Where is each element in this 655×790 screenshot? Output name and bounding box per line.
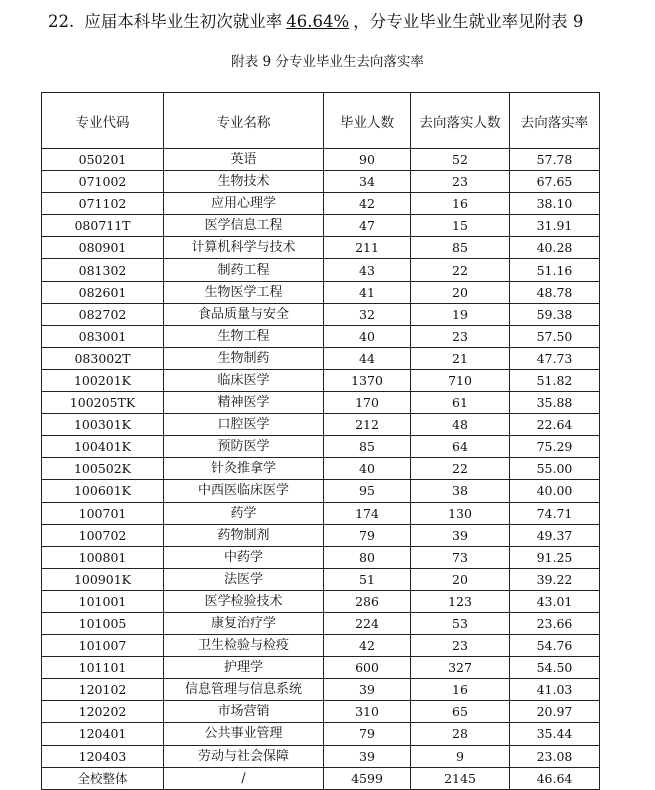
cell-placement-rate: 51.16 xyxy=(510,259,600,281)
cell-major-code: 100701 xyxy=(42,502,164,524)
cell-placement-rate: 75.29 xyxy=(510,436,600,458)
cell-graduates: 40 xyxy=(324,458,411,480)
cell-major-code: 082601 xyxy=(42,281,164,303)
cell-graduates: 600 xyxy=(324,657,411,679)
cell-placed: 22 xyxy=(411,259,510,281)
cell-placement-rate: 55.00 xyxy=(510,458,600,480)
cell-graduates: 43 xyxy=(324,259,411,281)
table-row xyxy=(42,612,600,634)
cell-placed: 20 xyxy=(411,281,510,303)
header-placed: 去向落实人数 xyxy=(411,93,510,149)
cell-major-name: 康复治疗学 xyxy=(164,612,324,634)
cell-major-name: 精神医学 xyxy=(164,392,324,414)
table-row xyxy=(42,458,600,480)
table-row xyxy=(42,546,600,568)
cell-placement-rate: 40.00 xyxy=(510,480,600,502)
cell-major-name: 生物医学工程 xyxy=(164,281,324,303)
cell-placement-rate: 54.76 xyxy=(510,635,600,657)
table-header-row xyxy=(42,93,600,149)
cell-major-name: 预防医学 xyxy=(164,436,324,458)
cell-placed: 15 xyxy=(411,215,510,237)
cell-major-code: 101001 xyxy=(42,590,164,612)
cell-major-code: 083002T xyxy=(42,347,164,369)
cell-major-name: 生物工程 xyxy=(164,325,324,347)
cell-placement-rate: 47.73 xyxy=(510,347,600,369)
cell-major-name: 计算机科学与技术 xyxy=(164,237,324,259)
table-total-row xyxy=(42,767,600,789)
cell-placement-rate: 31.91 xyxy=(510,215,600,237)
cell-graduates: 4599 xyxy=(324,767,411,789)
cell-major-name: 针灸推拿学 xyxy=(164,458,324,480)
cell-graduates: 211 xyxy=(324,237,411,259)
cell-major-name: 医学信息工程 xyxy=(164,215,324,237)
cell-placed: 53 xyxy=(411,612,510,634)
cell-major-code: 050201 xyxy=(42,149,164,171)
cell-graduates: 80 xyxy=(324,546,411,568)
cell-placed: 21 xyxy=(411,347,510,369)
header-major-name: 专业名称 xyxy=(164,93,324,149)
cell-major-code: 120401 xyxy=(42,723,164,745)
cell-major-name: 药物制剂 xyxy=(164,524,324,546)
cell-major-code: 120102 xyxy=(42,679,164,701)
cell-graduates: 39 xyxy=(324,745,411,767)
cell-graduates: 212 xyxy=(324,414,411,436)
cell-graduates: 85 xyxy=(324,436,411,458)
heading-text-after: ，分专业毕业生就业率见附表 9 xyxy=(353,12,584,31)
cell-placed: 16 xyxy=(411,679,510,701)
cell-major-name: 中西医临床医学 xyxy=(164,480,324,502)
cell-major-code: 080711T xyxy=(42,215,164,237)
cell-major-name: 英语 xyxy=(164,149,324,171)
cell-graduates: 79 xyxy=(324,723,411,745)
cell-major-code: 083001 xyxy=(42,325,164,347)
cell-placed: 130 xyxy=(411,502,510,524)
cell-major-name: 食品质量与安全 xyxy=(164,303,324,325)
cell-placement-rate: 51.82 xyxy=(510,369,600,391)
cell-major-name: 药学 xyxy=(164,502,324,524)
cell-placed: 710 xyxy=(411,369,510,391)
cell-graduates: 34 xyxy=(324,171,411,193)
cell-major-code: 082702 xyxy=(42,303,164,325)
table-row xyxy=(42,237,600,259)
cell-major-name: 临床医学 xyxy=(164,369,324,391)
cell-placement-rate: 48.78 xyxy=(510,281,600,303)
cell-graduates: 286 xyxy=(324,590,411,612)
header-graduates: 毕业人数 xyxy=(324,93,411,149)
cell-major-name: 护理学 xyxy=(164,657,324,679)
table-row xyxy=(42,723,600,745)
employment-rate-value: 46.64% xyxy=(286,12,350,31)
cell-placed: 61 xyxy=(411,392,510,414)
table-row xyxy=(42,635,600,657)
cell-major-code: 080901 xyxy=(42,237,164,259)
table-row xyxy=(42,347,600,369)
table-row xyxy=(42,502,600,524)
cell-major-code: 071102 xyxy=(42,193,164,215)
cell-placed: 22 xyxy=(411,458,510,480)
section-heading xyxy=(48,10,648,34)
cell-placement-rate: 23.08 xyxy=(510,745,600,767)
cell-graduates: 79 xyxy=(324,524,411,546)
cell-major-code: 100205TK xyxy=(42,392,164,414)
cell-placement-rate: 67.65 xyxy=(510,171,600,193)
cell-placed: 48 xyxy=(411,414,510,436)
cell-major-code: 120202 xyxy=(42,701,164,723)
table-row xyxy=(42,480,600,502)
cell-graduates: 47 xyxy=(324,215,411,237)
cell-placement-rate: 59.38 xyxy=(510,303,600,325)
cell-placed: 16 xyxy=(411,193,510,215)
cell-placed: 52 xyxy=(411,149,510,171)
cell-graduates: 40 xyxy=(324,325,411,347)
table-row xyxy=(42,149,600,171)
cell-major-name: 医学检验技术 xyxy=(164,590,324,612)
table-row xyxy=(42,392,600,414)
table-row xyxy=(42,414,600,436)
table-row xyxy=(42,259,600,281)
cell-placed: 38 xyxy=(411,480,510,502)
table-row xyxy=(42,215,600,237)
table-caption: 附表 9 分专业毕业生去向落实率 xyxy=(231,54,424,70)
cell-graduates: 170 xyxy=(324,392,411,414)
cell-placed: 65 xyxy=(411,701,510,723)
cell-placed: 2145 xyxy=(411,767,510,789)
cell-graduates: 32 xyxy=(324,303,411,325)
cell-placement-rate: 46.64 xyxy=(510,767,600,789)
cell-graduates: 51 xyxy=(324,568,411,590)
table-row xyxy=(42,193,600,215)
cell-major-name: 中药学 xyxy=(164,546,324,568)
cell-major-code: 100201K xyxy=(42,369,164,391)
header-major-code: 专业代码 xyxy=(42,93,164,149)
cell-major-name: / xyxy=(164,767,324,789)
cell-placed: 23 xyxy=(411,635,510,657)
cell-major-name: 信息管理与信息系统 xyxy=(164,679,324,701)
cell-placed: 64 xyxy=(411,436,510,458)
cell-graduates: 174 xyxy=(324,502,411,524)
cell-major-code: 101005 xyxy=(42,612,164,634)
cell-placed: 327 xyxy=(411,657,510,679)
cell-major-code: 100601K xyxy=(42,480,164,502)
cell-placement-rate: 41.03 xyxy=(510,679,600,701)
cell-placement-rate: 38.10 xyxy=(510,193,600,215)
cell-placed: 23 xyxy=(411,171,510,193)
table-row xyxy=(42,303,600,325)
cell-graduates: 1370 xyxy=(324,369,411,391)
cell-graduates: 95 xyxy=(324,480,411,502)
cell-major-code: 120403 xyxy=(42,745,164,767)
table-row xyxy=(42,325,600,347)
cell-placement-rate: 20.97 xyxy=(510,701,600,723)
cell-major-name: 市场营销 xyxy=(164,701,324,723)
table-body xyxy=(42,149,600,790)
table-row xyxy=(42,568,600,590)
cell-placed: 9 xyxy=(411,745,510,767)
section-number: 22. xyxy=(48,12,75,31)
cell-major-name: 制药工程 xyxy=(164,259,324,281)
cell-major-code: 100502K xyxy=(42,458,164,480)
table-row xyxy=(42,171,600,193)
header-placement-rate: 去向落实率 xyxy=(510,93,600,149)
cell-placement-rate: 40.28 xyxy=(510,237,600,259)
cell-graduates: 310 xyxy=(324,701,411,723)
table-row xyxy=(42,679,600,701)
cell-placed: 123 xyxy=(411,590,510,612)
cell-major-name: 生物技术 xyxy=(164,171,324,193)
cell-major-code: 全校整体 xyxy=(42,767,164,789)
cell-major-name: 公共事业管理 xyxy=(164,723,324,745)
cell-placed: 19 xyxy=(411,303,510,325)
cell-placed: 85 xyxy=(411,237,510,259)
cell-placed: 28 xyxy=(411,723,510,745)
cell-placement-rate: 39.22 xyxy=(510,568,600,590)
cell-major-name: 口腔医学 xyxy=(164,414,324,436)
cell-major-name: 卫生检验与检疫 xyxy=(164,635,324,657)
cell-major-code: 100702 xyxy=(42,524,164,546)
cell-graduates: 44 xyxy=(324,347,411,369)
cell-major-code: 081302 xyxy=(42,259,164,281)
heading-text-before: 应届本科毕业生初次就业率 xyxy=(84,12,283,31)
cell-placement-rate: 22.64 xyxy=(510,414,600,436)
cell-graduates: 42 xyxy=(324,193,411,215)
cell-graduates: 42 xyxy=(324,635,411,657)
table-row xyxy=(42,369,600,391)
cell-major-code: 101101 xyxy=(42,657,164,679)
table-row xyxy=(42,281,600,303)
cell-graduates: 224 xyxy=(324,612,411,634)
table-row xyxy=(42,590,600,612)
cell-major-code: 100401K xyxy=(42,436,164,458)
cell-major-name: 法医学 xyxy=(164,568,324,590)
table-row xyxy=(42,745,600,767)
cell-graduates: 90 xyxy=(324,149,411,171)
cell-graduates: 39 xyxy=(324,679,411,701)
cell-placed: 23 xyxy=(411,325,510,347)
cell-placement-rate: 57.78 xyxy=(510,149,600,171)
cell-placement-rate: 43.01 xyxy=(510,590,600,612)
cell-major-code: 100801 xyxy=(42,546,164,568)
cell-placement-rate: 91.25 xyxy=(510,546,600,568)
cell-major-name: 应用心理学 xyxy=(164,193,324,215)
cell-major-name: 生物制药 xyxy=(164,347,324,369)
table-row xyxy=(42,657,600,679)
cell-placement-rate: 74.71 xyxy=(510,502,600,524)
cell-placement-rate: 57.50 xyxy=(510,325,600,347)
cell-major-code: 100901K xyxy=(42,568,164,590)
cell-placement-rate: 49.37 xyxy=(510,524,600,546)
cell-graduates: 41 xyxy=(324,281,411,303)
cell-placed: 20 xyxy=(411,568,510,590)
cell-placement-rate: 35.44 xyxy=(510,723,600,745)
cell-placed: 73 xyxy=(411,546,510,568)
cell-major-code: 100301K xyxy=(42,414,164,436)
cell-major-name: 劳动与社会保障 xyxy=(164,745,324,767)
cell-major-code: 101007 xyxy=(42,635,164,657)
table-row xyxy=(42,701,600,723)
employment-rate-table xyxy=(41,92,600,790)
cell-major-code: 071002 xyxy=(42,171,164,193)
cell-placement-rate: 54.50 xyxy=(510,657,600,679)
cell-placement-rate: 35.88 xyxy=(510,392,600,414)
table-row xyxy=(42,436,600,458)
cell-placed: 39 xyxy=(411,524,510,546)
cell-placement-rate: 23.66 xyxy=(510,612,600,634)
table-row xyxy=(42,524,600,546)
